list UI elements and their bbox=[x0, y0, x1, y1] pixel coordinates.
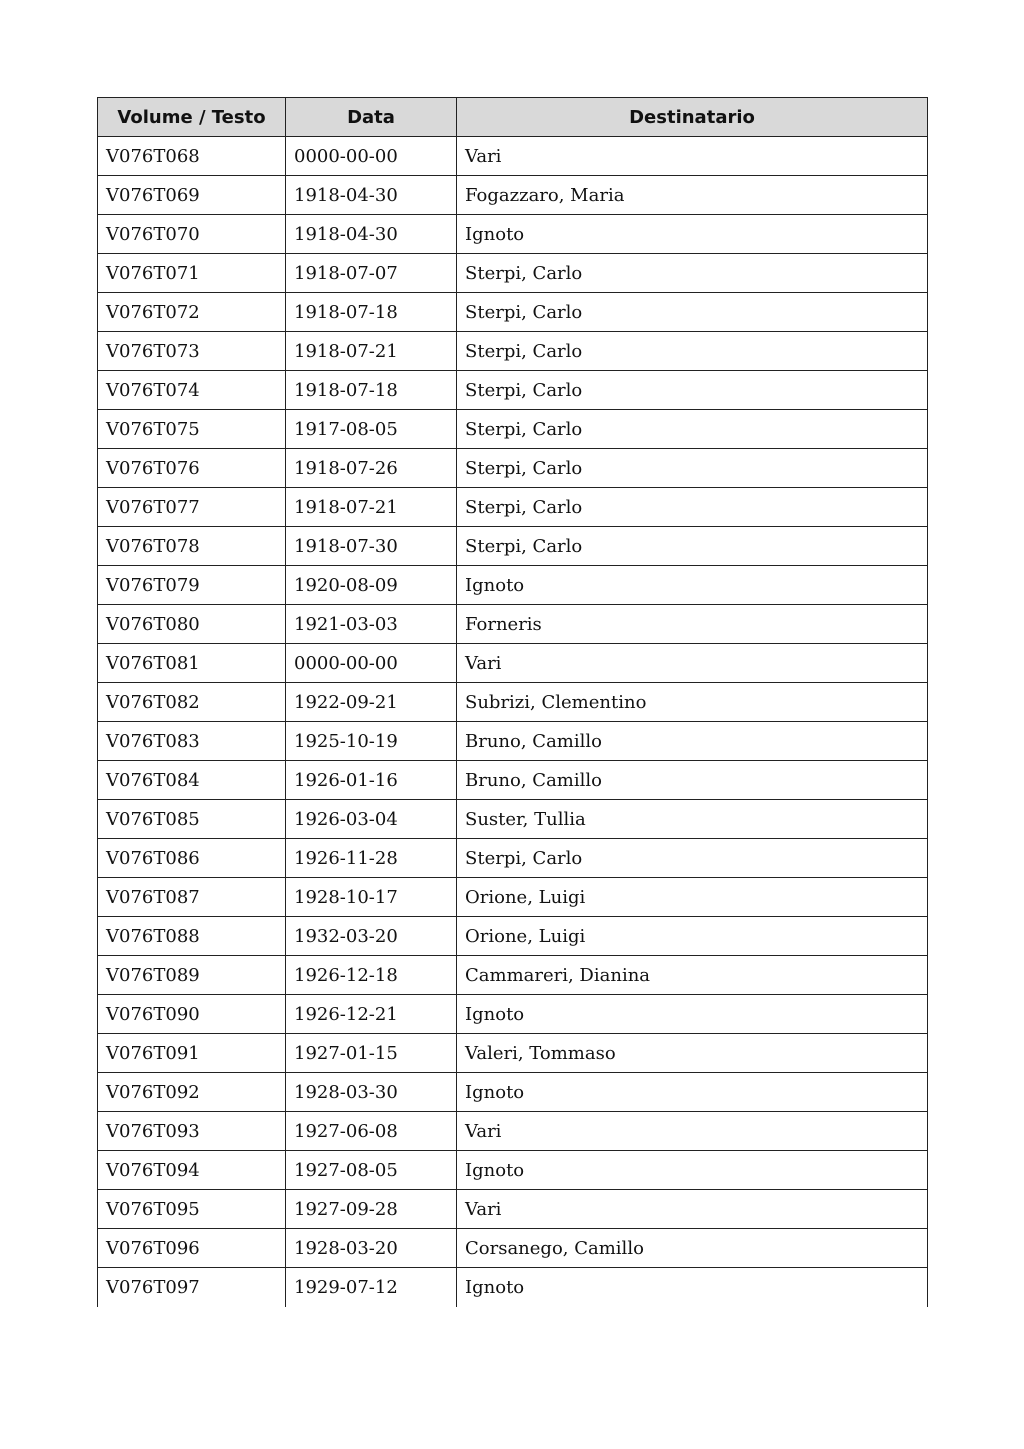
table-row bbox=[98, 1190, 928, 1229]
cell-volume-testo: V076T093 bbox=[98, 1112, 286, 1151]
table-row bbox=[98, 1112, 928, 1151]
cell-destinatario: Orione, Luigi bbox=[457, 917, 928, 956]
cell-data: 1922-09-21 bbox=[286, 683, 457, 722]
cell-destinatario: Vari bbox=[457, 1190, 928, 1229]
cell-volume-testo: V076T097 bbox=[98, 1268, 286, 1307]
cell-destinatario: Ignoto bbox=[457, 995, 928, 1034]
cell-destinatario: Ignoto bbox=[457, 1151, 928, 1190]
cell-volume-testo: V076T080 bbox=[98, 605, 286, 644]
cell-volume-testo: V076T088 bbox=[98, 917, 286, 956]
table-row bbox=[98, 605, 928, 644]
cell-volume-testo: V076T091 bbox=[98, 1034, 286, 1073]
table-row bbox=[98, 917, 928, 956]
cell-volume-testo: V076T081 bbox=[98, 644, 286, 683]
cell-data: 1921-03-03 bbox=[286, 605, 457, 644]
table-row bbox=[98, 878, 928, 917]
cell-data: 1927-09-28 bbox=[286, 1190, 457, 1229]
cell-volume-testo: V076T085 bbox=[98, 800, 286, 839]
cell-volume-testo: V076T082 bbox=[98, 683, 286, 722]
cell-volume-testo: V076T077 bbox=[98, 488, 286, 527]
cell-data: 1918-07-21 bbox=[286, 488, 457, 527]
cell-volume-testo: V076T094 bbox=[98, 1151, 286, 1190]
table-row bbox=[98, 137, 928, 176]
cell-data: 1918-07-18 bbox=[286, 371, 457, 410]
cell-data: 1926-03-04 bbox=[286, 800, 457, 839]
cell-destinatario: Corsanego, Camillo bbox=[457, 1229, 928, 1268]
cell-destinatario: Subrizi, Clementino bbox=[457, 683, 928, 722]
table-row bbox=[98, 332, 928, 371]
table-row bbox=[98, 566, 928, 605]
header-row bbox=[98, 98, 928, 137]
cell-destinatario: Vari bbox=[457, 137, 928, 176]
cell-data: 0000-00-00 bbox=[286, 644, 457, 683]
cell-volume-testo: V076T089 bbox=[98, 956, 286, 995]
cell-volume-testo: V076T072 bbox=[98, 293, 286, 332]
table-body bbox=[98, 137, 928, 1307]
cell-data: 1918-04-30 bbox=[286, 215, 457, 254]
table-row bbox=[98, 800, 928, 839]
cell-destinatario: Vari bbox=[457, 644, 928, 683]
cell-volume-testo: V076T090 bbox=[98, 995, 286, 1034]
cell-destinatario: Sterpi, Carlo bbox=[457, 527, 928, 566]
cell-data: 1925-10-19 bbox=[286, 722, 457, 761]
cell-volume-testo: V076T084 bbox=[98, 761, 286, 800]
table-row bbox=[98, 1151, 928, 1190]
cell-destinatario: Bruno, Camillo bbox=[457, 761, 928, 800]
table-row bbox=[98, 995, 928, 1034]
table-row bbox=[98, 176, 928, 215]
cell-data: 1927-06-08 bbox=[286, 1112, 457, 1151]
cell-volume-testo: V076T073 bbox=[98, 332, 286, 371]
table-row bbox=[98, 644, 928, 683]
cell-data: 1928-03-20 bbox=[286, 1229, 457, 1268]
table-row bbox=[98, 527, 928, 566]
table-row bbox=[98, 722, 928, 761]
cell-destinatario: Fogazzaro, Maria bbox=[457, 176, 928, 215]
table-row bbox=[98, 215, 928, 254]
cell-destinatario: Forneris bbox=[457, 605, 928, 644]
table-row bbox=[98, 410, 928, 449]
cell-volume-testo: V076T092 bbox=[98, 1073, 286, 1112]
cell-data: 1926-01-16 bbox=[286, 761, 457, 800]
cell-volume-testo: V076T075 bbox=[98, 410, 286, 449]
cell-destinatario: Sterpi, Carlo bbox=[457, 293, 928, 332]
cell-destinatario: Ignoto bbox=[457, 215, 928, 254]
cell-data: 1929-07-12 bbox=[286, 1268, 457, 1307]
cell-data: 1918-07-30 bbox=[286, 527, 457, 566]
table-header bbox=[98, 98, 928, 137]
cell-destinatario: Vari bbox=[457, 1112, 928, 1151]
table-row bbox=[98, 683, 928, 722]
cell-destinatario: Sterpi, Carlo bbox=[457, 839, 928, 878]
cell-data: 1918-07-07 bbox=[286, 254, 457, 293]
table-row bbox=[98, 371, 928, 410]
table-row bbox=[98, 956, 928, 995]
cell-data: 1927-08-05 bbox=[286, 1151, 457, 1190]
cell-destinatario: Sterpi, Carlo bbox=[457, 449, 928, 488]
cell-data: 1926-11-28 bbox=[286, 839, 457, 878]
cell-volume-testo: V076T078 bbox=[98, 527, 286, 566]
cell-volume-testo: V076T087 bbox=[98, 878, 286, 917]
cell-destinatario: Sterpi, Carlo bbox=[457, 332, 928, 371]
table-row bbox=[98, 1073, 928, 1112]
header-data: Data bbox=[286, 98, 457, 137]
cell-destinatario: Sterpi, Carlo bbox=[457, 254, 928, 293]
table-row bbox=[98, 488, 928, 527]
cell-volume-testo: V076T079 bbox=[98, 566, 286, 605]
cell-destinatario: Valeri, Tommaso bbox=[457, 1034, 928, 1073]
cell-destinatario: Ignoto bbox=[457, 1268, 928, 1307]
table-row bbox=[98, 293, 928, 332]
table-row bbox=[98, 1229, 928, 1268]
cell-data: 0000-00-00 bbox=[286, 137, 457, 176]
cell-volume-testo: V076T068 bbox=[98, 137, 286, 176]
cell-data: 1928-03-30 bbox=[286, 1073, 457, 1112]
table-row bbox=[98, 1268, 928, 1307]
cell-destinatario: Bruno, Camillo bbox=[457, 722, 928, 761]
header-volume-testo: Volume / Testo bbox=[98, 98, 286, 137]
cell-volume-testo: V076T071 bbox=[98, 254, 286, 293]
cell-destinatario: Orione, Luigi bbox=[457, 878, 928, 917]
table-row bbox=[98, 449, 928, 488]
cell-data: 1918-07-21 bbox=[286, 332, 457, 371]
cell-data: 1918-07-18 bbox=[286, 293, 457, 332]
letters-table bbox=[97, 97, 928, 1307]
cell-data: 1926-12-18 bbox=[286, 956, 457, 995]
cell-destinatario: Sterpi, Carlo bbox=[457, 410, 928, 449]
cell-destinatario: Ignoto bbox=[457, 566, 928, 605]
cell-volume-testo: V076T086 bbox=[98, 839, 286, 878]
cell-volume-testo: V076T083 bbox=[98, 722, 286, 761]
cell-data: 1918-07-26 bbox=[286, 449, 457, 488]
header-destinatario: Destinatario bbox=[457, 98, 928, 137]
table-row bbox=[98, 839, 928, 878]
cell-volume-testo: V076T074 bbox=[98, 371, 286, 410]
cell-destinatario: Suster, Tullia bbox=[457, 800, 928, 839]
cell-data: 1918-04-30 bbox=[286, 176, 457, 215]
table-row bbox=[98, 1034, 928, 1073]
cell-destinatario: Ignoto bbox=[457, 1073, 928, 1112]
document-page bbox=[97, 97, 927, 1307]
table-row bbox=[98, 254, 928, 293]
table-row bbox=[98, 761, 928, 800]
cell-volume-testo: V076T069 bbox=[98, 176, 286, 215]
cell-data: 1928-10-17 bbox=[286, 878, 457, 917]
cell-volume-testo: V076T095 bbox=[98, 1190, 286, 1229]
cell-data: 1917-08-05 bbox=[286, 410, 457, 449]
cell-volume-testo: V076T076 bbox=[98, 449, 286, 488]
cell-data: 1932-03-20 bbox=[286, 917, 457, 956]
cell-data: 1920-08-09 bbox=[286, 566, 457, 605]
cell-destinatario: Cammareri, Dianina bbox=[457, 956, 928, 995]
cell-data: 1926-12-21 bbox=[286, 995, 457, 1034]
cell-data: 1927-01-15 bbox=[286, 1034, 457, 1073]
cell-volume-testo: V076T070 bbox=[98, 215, 286, 254]
cell-destinatario: Sterpi, Carlo bbox=[457, 371, 928, 410]
cell-volume-testo: V076T096 bbox=[98, 1229, 286, 1268]
cell-destinatario: Sterpi, Carlo bbox=[457, 488, 928, 527]
